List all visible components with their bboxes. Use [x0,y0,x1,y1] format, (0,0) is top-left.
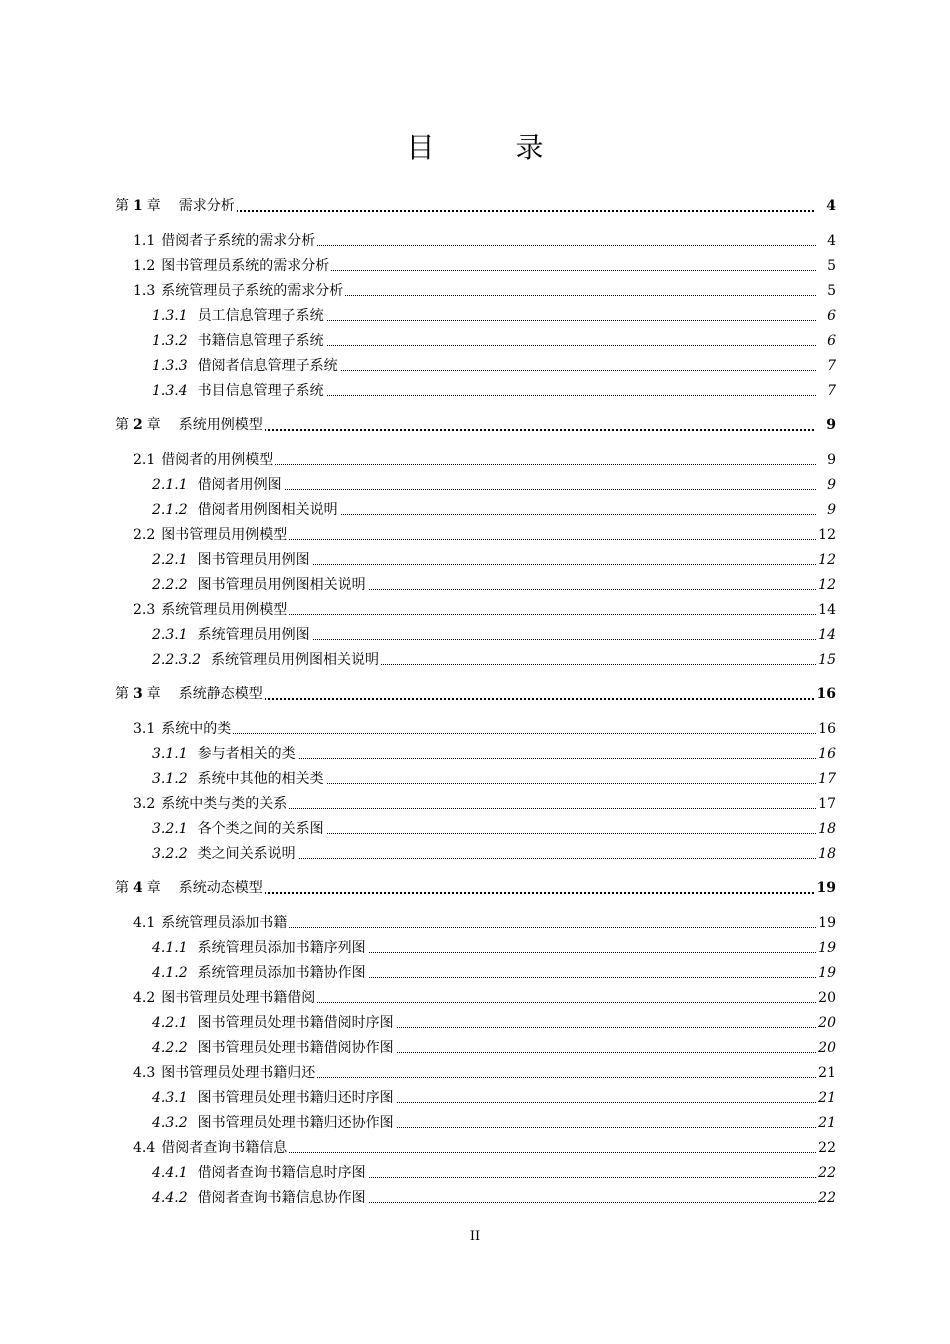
toc-entry-label [152,1037,396,1059]
section-title: 系统中类与类的关系 [161,796,288,812]
section-title: 借阅者的用例模型 [161,452,274,468]
toc-page-number: 7 [816,380,836,402]
toc-page-number: 9 [816,474,836,496]
toc-section-entry[interactable] [0,1112,950,1134]
toc-section-entry[interactable] [0,1062,950,1084]
section-title: 图书管理员处理书籍借阅协作图 [197,1040,394,1056]
toc-entry-label [152,380,326,402]
section-number: 4.2 [133,990,156,1006]
toc-entry-label [133,449,275,471]
section-title: 图书管理员处理书籍借阅时序图 [197,1015,394,1031]
toc-page-number: 4 [816,230,836,252]
toc-entry-label [152,1187,368,1209]
toc-page-number: 7 [816,355,836,377]
chapter-prefix: 第 [115,880,129,896]
section-number: 2.2.1 [152,552,188,568]
toc-section-entry[interactable] [0,987,950,1009]
toc-entry-label [152,549,312,571]
toc-section-entry[interactable] [0,1137,950,1159]
toc-page-number: 19 [816,962,836,984]
section-number: 4.3.1 [152,1090,188,1106]
section-title: 系统管理员添加书籍序列图 [197,940,366,956]
section-number: 1.1 [133,233,156,249]
toc-entry-label [152,355,340,377]
toc-entry-label [152,624,312,646]
toc-section-entry[interactable] [0,793,950,815]
chapter-suffix: 章 [146,198,161,214]
toc-section-entry[interactable] [0,599,950,621]
toc-entry-label [152,330,326,352]
toc-section-entry[interactable] [0,499,950,521]
toc-page-number: 12 [816,549,836,571]
section-number: 2.3.1 [152,627,188,643]
section-number: 2.2.3.2 [152,652,201,668]
toc-section-entry[interactable] [0,280,950,302]
toc-section-entry[interactable] [0,1187,950,1209]
section-title: 员工信息管理子系统 [197,308,324,324]
section-title: 系统管理员用例图相关说明 [210,652,379,668]
toc-entry-label [133,912,289,934]
toc-entry-label [133,599,289,621]
chapter-title: 系统静态模型 [178,686,263,702]
toc-page-number: 14 [816,624,836,646]
section-title: 图书管理员处理书籍归还时序图 [197,1090,394,1106]
toc-section-entry[interactable] [0,912,950,934]
toc-section-entry[interactable] [0,743,950,765]
section-number: 2.3 [133,602,156,618]
toc-entry-label [133,987,317,1009]
toc-page-number: 6 [816,305,836,327]
toc-entry-label [152,768,326,790]
section-title: 图书管理员处理书籍借阅 [161,990,316,1006]
section-number: 4.4.2 [152,1190,188,1206]
section-number: 3.2.2 [152,846,188,862]
toc-entry-label [152,1012,396,1034]
toc-entry-label [152,843,298,865]
section-number: 4.3 [133,1065,156,1081]
toc-page-number: 16 [816,743,836,765]
toc-entry-label [133,280,345,302]
toc-page-number: 14 [816,599,836,621]
toc-chapter-entry[interactable] [0,195,950,217]
section-title: 书籍信息管理子系统 [197,333,324,349]
section-number: 1.3 [133,283,156,299]
chapter-number: 2 [133,417,143,433]
section-number: 2.1 [133,452,156,468]
page-title: 目 录 [406,131,580,164]
toc-page-number: 21 [816,1087,836,1109]
section-title: 各个类之间的关系图 [197,821,324,837]
chapter-title: 需求分析 [178,198,235,214]
toc-page-number: 18 [816,843,836,865]
toc-section-entry[interactable] [0,1012,950,1034]
toc-entry-label [115,683,265,705]
toc-section-entry[interactable] [0,549,950,571]
toc-section-entry[interactable] [0,818,950,840]
toc-page-number: 20 [816,987,836,1009]
section-title: 图书管理员处理书籍归还协作图 [197,1115,394,1131]
section-title: 类之间关系说明 [197,846,296,862]
chapter-prefix: 第 [115,417,129,433]
section-number: 1.2 [133,258,156,274]
toc-section-entry[interactable] [0,718,950,740]
toc-entry-label [133,1062,317,1084]
section-title: 借阅者查询书籍信息时序图 [197,1165,366,1181]
toc-entry-label [152,743,298,765]
toc-section-entry[interactable] [0,768,950,790]
section-title: 借阅者子系统的需求分析 [161,233,316,249]
section-number: 2.2.2 [152,577,188,593]
toc-entry-label [152,1087,396,1109]
toc-entry-label [133,255,331,277]
chapter-number: 3 [133,686,143,702]
toc-entry-label [152,962,368,984]
toc-page-number: 16 [816,718,836,740]
toc-entry-label [152,649,381,671]
toc-chapter-entry[interactable] [0,414,950,436]
toc-section-entry[interactable] [0,1162,950,1184]
toc-page-number: 21 [816,1112,836,1134]
section-title: 系统管理员用例图 [197,627,310,643]
toc-section-entry[interactable] [0,230,950,252]
toc-page-number: 9 [816,499,836,521]
toc-page-number: 9 [816,449,836,471]
toc-section-entry[interactable] [0,843,950,865]
chapter-prefix: 第 [115,686,129,702]
toc-section-entry[interactable] [0,1037,950,1059]
toc-page-number: 20 [816,1012,836,1034]
toc-page-number: 21 [816,1062,836,1084]
section-number: 4.1.2 [152,965,188,981]
section-number: 4.4.1 [152,1165,188,1181]
section-title: 图书管理员用例图相关说明 [197,577,366,593]
chapter-suffix: 章 [146,417,161,433]
toc-page-number: 17 [816,768,836,790]
section-title: 系统管理员添加书籍 [161,915,288,931]
toc-entry-label [152,574,368,596]
section-number: 2.1.1 [152,477,188,493]
toc-section-entry[interactable] [0,474,950,496]
page-number: II [469,1229,481,1244]
toc-page-number: 16 [816,683,836,705]
toc-entry-label [133,793,289,815]
toc-section-entry[interactable] [0,380,950,402]
toc-entry-label [152,305,326,327]
section-title: 借阅者查询书籍信息 [161,1140,288,1156]
toc-entry-label [133,524,289,546]
toc-section-entry[interactable] [0,449,950,471]
toc-section-entry[interactable] [0,649,950,671]
toc-page-number: 12 [816,524,836,546]
section-title: 系统管理员子系统的需求分析 [161,283,344,299]
toc-chapter-entry[interactable] [0,877,950,899]
toc-section-entry[interactable] [0,962,950,984]
toc-page-number: 12 [816,574,836,596]
toc-entry-label [152,818,326,840]
chapter-title: 系统动态模型 [178,880,263,896]
section-number: 4.3.2 [152,1115,188,1131]
chapter-number: 4 [133,880,143,896]
section-title: 图书管理员处理书籍归还 [161,1065,316,1081]
section-title: 系统中的类 [161,721,232,737]
toc-entry-label [115,195,237,217]
toc-entry-label [133,1137,289,1159]
toc-page-number: 5 [816,280,836,302]
section-title: 系统中其他的相关类 [197,771,324,787]
chapter-suffix: 章 [146,686,161,702]
toc-page-number: 5 [816,255,836,277]
toc-entry-label [152,1162,368,1184]
section-number: 1.3.1 [152,308,188,324]
toc-entry-label [152,1112,396,1134]
toc-section-entry[interactable] [0,305,950,327]
section-number: 3.2 [133,796,156,812]
toc-page-number: 17 [816,793,836,815]
section-number: 3.2.1 [152,821,188,837]
toc-entry-label [152,474,284,496]
section-title: 书目信息管理子系统 [197,383,324,399]
section-title: 图书管理员用例图 [197,552,310,568]
section-number: 4.1.1 [152,940,188,956]
toc-section-entry[interactable] [0,937,950,959]
section-title: 参与者相关的类 [197,746,296,762]
toc-page-number: 9 [816,414,836,436]
toc-page-number: 18 [816,818,836,840]
toc-section-entry[interactable] [0,1087,950,1109]
section-number: 4.4 [133,1140,156,1156]
toc-page-number: 20 [816,1037,836,1059]
section-number: 1.3.4 [152,383,188,399]
toc-page-number: 22 [816,1137,836,1159]
section-number: 2.2 [133,527,156,543]
toc-entry-label [133,230,317,252]
toc-section-entry[interactable] [0,255,950,277]
section-title: 借阅者信息管理子系统 [197,358,338,374]
section-number: 1.3.3 [152,358,188,374]
section-title: 借阅者查询书籍信息协作图 [197,1190,366,1206]
toc-section-entry[interactable] [0,330,950,352]
toc-page-number: 22 [816,1187,836,1209]
toc-page-number: 4 [816,195,836,217]
section-number: 1.3.2 [152,333,188,349]
toc-chapter-entry[interactable] [0,683,950,705]
toc-leader-dots [133,733,822,734]
chapter-number: 1 [133,198,143,214]
chapter-title: 系统用例模型 [178,417,263,433]
section-number: 2.1.2 [152,502,188,518]
chapter-prefix: 第 [115,198,129,214]
toc-page-number: 15 [816,649,836,671]
section-title: 借阅者用例图相关说明 [197,502,338,518]
toc-section-entry[interactable] [0,624,950,646]
section-number: 4.2.2 [152,1040,188,1056]
section-number: 3.1.1 [152,746,188,762]
section-title: 系统管理员添加书籍协作图 [197,965,366,981]
section-number: 3.1.2 [152,771,188,787]
section-number: 4.1 [133,915,156,931]
toc-page-number: 19 [816,877,836,899]
section-title: 借阅者用例图 [197,477,282,493]
toc-section-entry[interactable] [0,355,950,377]
toc-page-number: 19 [816,937,836,959]
toc-page-number: 22 [816,1162,836,1184]
section-title: 图书管理员用例模型 [161,527,288,543]
toc-section-entry[interactable] [0,574,950,596]
toc-entry-label [115,877,265,899]
chapter-suffix: 章 [146,880,161,896]
toc-entry-label [152,499,340,521]
toc-section-entry[interactable] [0,524,950,546]
section-title: 图书管理员系统的需求分析 [161,258,330,274]
toc-page-number: 6 [816,330,836,352]
section-title: 系统管理员用例模型 [161,602,288,618]
toc-entry-label [133,718,233,740]
toc-entry-label [115,414,265,436]
section-number: 3.1 [133,721,156,737]
toc-page-number: 19 [816,912,836,934]
section-number: 4.2.1 [152,1015,188,1031]
toc-entry-label [152,937,368,959]
